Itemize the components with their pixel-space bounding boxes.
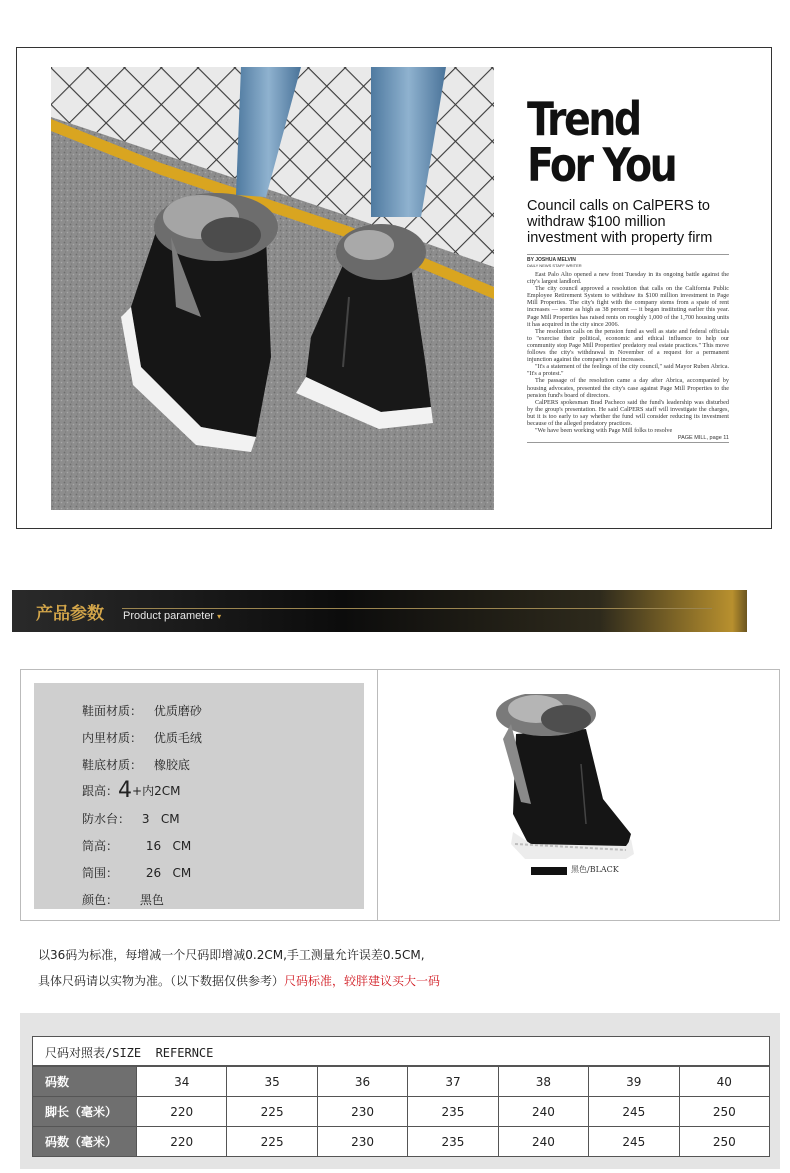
hero-frame xyxy=(16,47,772,529)
spec-label: 鞋面材质： xyxy=(82,704,143,718)
size-note-highlight: 尺码标准，较胖建议买大一码 xyxy=(284,974,441,988)
row-header: 码数（毫米） xyxy=(33,1127,137,1157)
product-boot-image xyxy=(491,694,641,859)
spec-shaft-height xyxy=(82,837,191,854)
spec-shaft-circumference xyxy=(82,864,191,881)
magazine-paragraph: The passage of the resolution came a day after Abrica, accompanied by housing advocates, presented the city's case against Page Mill Properties to the pension fund's board of directors. xyxy=(527,377,729,399)
size-chart-title: 尺码对照表/SIZE REFERNCE xyxy=(45,1046,214,1060)
spec-value: 黑色 xyxy=(139,893,164,907)
spec-value: 16 CM xyxy=(145,839,192,853)
magazine-paragraph: CalPERS spokesman Brad Pacheco said the fund's leadership was disturbed by the group's presentation. He said CalPERS staff will investigate the charges, but it is too early to say whether the fund will consider reducing its investment because of the alleged predatory practices. xyxy=(527,398,729,427)
spec-value: 优质磨砂 xyxy=(153,704,202,718)
magazine-footer: PAGE MILL, page 11 xyxy=(527,435,729,443)
spec-upper xyxy=(82,702,202,719)
magazine-clipping xyxy=(527,92,729,481)
spec-value: 优质毛绒 xyxy=(153,731,202,745)
magazine-subtitle: Council calls on CalPERS to withdraw $100 million investment with property firm xyxy=(527,198,713,246)
spec-label: 筒围： xyxy=(82,866,119,880)
table-cell: 230 xyxy=(317,1127,407,1157)
chevron-down-icon: ▾ xyxy=(217,612,222,621)
spec-label: 筒高： xyxy=(82,839,119,853)
size-note-line2 xyxy=(38,972,440,989)
spec-label: 跟高： xyxy=(82,784,119,798)
table-cell: 225 xyxy=(227,1097,317,1127)
spec-panel xyxy=(20,669,780,921)
spec-sole xyxy=(82,756,190,773)
color-caption: 黑色/BLACK xyxy=(571,865,619,874)
magazine-paragraph: The resolution calls on the pension fund as well as state and federal officials to "exercise their political, economic and ethical influence to help our community stop Page Mill Properties' predatory real estate practices." This move follows the city's withdrawal in November of a request for a permanent injunction against the company's rent increases. xyxy=(527,327,729,364)
magazine-paragraph: The city council approved a resolution that calls on the California Public Employee Retirement System to withdraw its $100 million investment in Page Mill Properties. The city's fight with the company stems from a spate of rent increases — some as high as 38 percent — it began instituting earlier this year. Page Mill Properties has raised rents on roughly 1,000 of the 1,700 housing units it has acquired in the city since 2006. xyxy=(527,285,729,328)
spec-label: 鞋底材质： xyxy=(82,758,143,772)
table-cell: 34 xyxy=(137,1067,227,1097)
table-cell: 230 xyxy=(317,1097,407,1127)
row-header: 码数 xyxy=(33,1067,137,1097)
header-title-en-text: Product parameter xyxy=(123,610,215,622)
table-cell: 240 xyxy=(498,1127,588,1157)
header-divider xyxy=(122,608,712,609)
table-row xyxy=(33,1067,770,1097)
spec-color xyxy=(82,891,164,908)
table-row xyxy=(33,1097,770,1127)
header-title-cn: 产品参数 xyxy=(36,604,104,624)
product-parameter-header xyxy=(12,590,747,632)
size-note-text: 具体尺码请以实物为准。（以下数据仅供参考） xyxy=(38,974,285,988)
table-cell: 235 xyxy=(408,1097,498,1127)
table-cell: 250 xyxy=(679,1097,769,1127)
table-cell: 39 xyxy=(589,1067,679,1097)
magazine-paragraph: East Palo Alto opened a new front Tuesday in its ongoing battle against the city's largest landlord. xyxy=(527,271,729,286)
table-cell: 220 xyxy=(137,1097,227,1127)
table-cell: 240 xyxy=(498,1097,588,1127)
table-cell: 35 xyxy=(227,1067,317,1097)
spec-value: 橡胶底 xyxy=(153,758,190,772)
magazine-body xyxy=(527,271,729,434)
panel-divider xyxy=(377,670,378,920)
spec-list xyxy=(34,683,364,909)
table-cell: 250 xyxy=(679,1127,769,1157)
spec-value-big: 4 xyxy=(118,778,133,803)
product-photo xyxy=(51,67,494,510)
spec-label: 防水台： xyxy=(82,812,131,826)
magazine-title-line1: Trend xyxy=(527,92,640,146)
table-cell: 220 xyxy=(137,1127,227,1157)
table-cell: 38 xyxy=(498,1067,588,1097)
magazine-paragraph: "It's a statement of the feelings of the city council," said Mayor Ruben Abrica. "It's a protest." xyxy=(527,363,729,378)
table-cell: 36 xyxy=(317,1067,407,1097)
spec-lining xyxy=(82,729,202,746)
spec-value: 26 CM xyxy=(145,866,192,880)
size-chart-table xyxy=(32,1066,770,1157)
color-swatch-black xyxy=(531,867,567,875)
magazine-byline xyxy=(527,254,729,268)
table-cell: 245 xyxy=(589,1097,679,1127)
byline-name: BY JOSHUA MELVIN xyxy=(527,257,576,263)
table-cell: 225 xyxy=(227,1127,317,1157)
row-header: 脚长（毫米） xyxy=(33,1097,137,1127)
spec-platform xyxy=(82,810,180,827)
magazine-paragraph: "We have been working with Page Mill folks to resolve xyxy=(535,427,673,435)
table-cell: 40 xyxy=(679,1067,769,1097)
size-chart-title-bar xyxy=(32,1036,770,1066)
boots-photo-illustration xyxy=(51,67,494,510)
spec-heel xyxy=(82,778,180,803)
spec-label: 颜色： xyxy=(82,893,119,907)
spec-value: +内2CM xyxy=(132,784,181,798)
byline-role: DAILY NEWS STAFF WRITER xyxy=(527,263,582,268)
magazine-title-line2: For You xyxy=(527,138,676,192)
size-note-line1: 以36码为标准，每增减一个尺码即增减0.2CM,手工测量允许误差0.5CM, xyxy=(38,948,425,962)
table-cell: 235 xyxy=(408,1127,498,1157)
header-title-en xyxy=(123,610,221,622)
table-cell: 245 xyxy=(589,1127,679,1157)
table-cell: 37 xyxy=(408,1067,498,1097)
spec-value: 3 CM xyxy=(141,812,180,826)
spec-label: 内里材质： xyxy=(82,731,143,745)
table-row xyxy=(33,1127,770,1157)
